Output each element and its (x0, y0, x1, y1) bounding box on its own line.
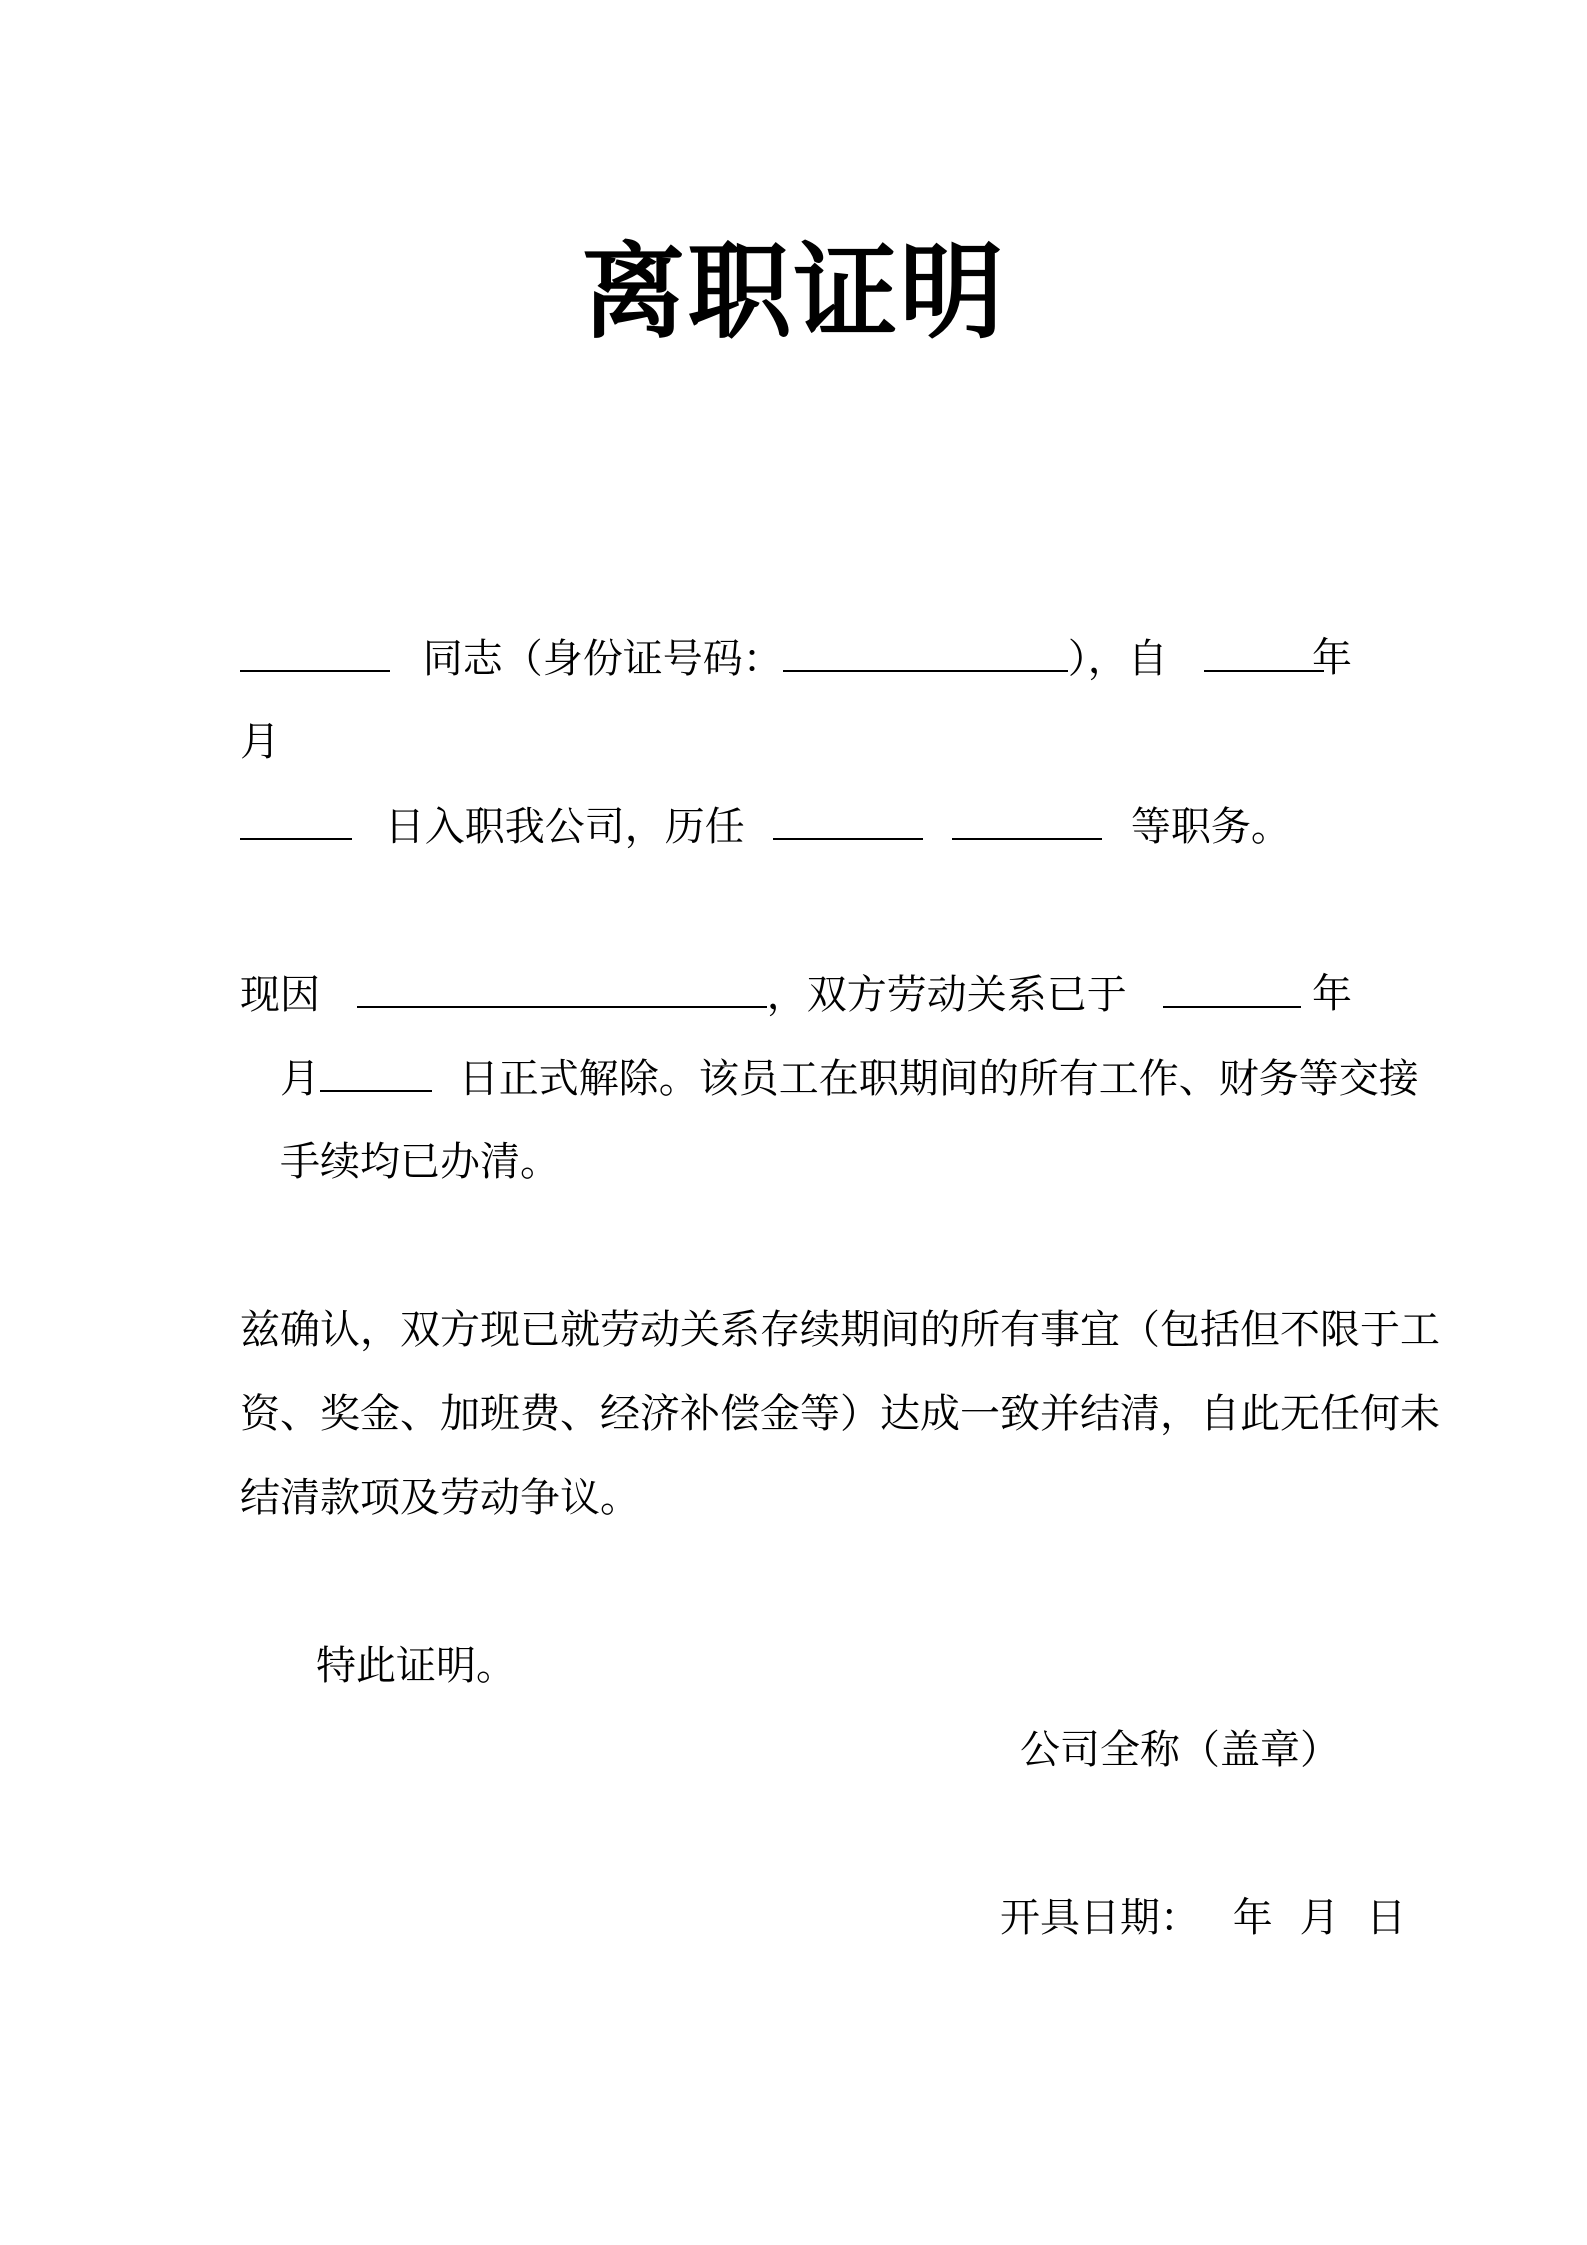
issue-date-label: 开具日期： (1000, 1895, 1200, 1941)
id-number-blank[interactable] (783, 630, 1068, 672)
position-blank-2[interactable] (952, 798, 1102, 840)
company-signature: 公司全称（盖章） (1020, 1727, 1340, 1773)
p1-seg2: ），自 (1067, 636, 1168, 682)
p2-seg1: 现因 (240, 972, 320, 1018)
reason-blank[interactable] (357, 966, 767, 1008)
issue-date (1000, 1890, 1406, 1946)
issue-date-month: 月 (1299, 1895, 1340, 1941)
p2-line2 (280, 1050, 1419, 1107)
p2-line3: 手续均已办清。 (280, 1139, 560, 1185)
p1-seg5: 日入职我公司，历任 (384, 804, 745, 850)
p2-seg2: ，双方劳动关系已于 (766, 972, 1127, 1018)
p1-line2: 月 (240, 719, 280, 765)
p2-seg4: 月 (280, 1056, 320, 1102)
issue-date-day: 日 (1366, 1895, 1407, 1941)
end-day-blank[interactable] (320, 1050, 432, 1092)
p1-line1 (240, 630, 1352, 687)
end-year-blank[interactable] (1163, 966, 1301, 1008)
issue-date-year: 年 (1232, 1895, 1273, 1941)
p3-line3: 结清款项及劳动争议。 (240, 1475, 640, 1521)
p2-line1 (240, 966, 1352, 1023)
p1-line3 (240, 798, 1291, 855)
closing-text: 特此证明。 (316, 1643, 516, 1689)
start-year-blank[interactable] (1204, 630, 1324, 672)
p2-seg5: 日正式解除。该员工在职期间的所有工作、财务等交接 (458, 1056, 1419, 1102)
page-title: 离职证明 (581, 231, 1006, 353)
p1-seg6: 等职务。 (1130, 804, 1291, 850)
p1-seg3: 年 (1312, 635, 1352, 681)
p3-line2: 资、奖金、加班费、经济补偿金等）达成一致并结清，自此无任何未 (240, 1391, 1440, 1437)
position-blank-1[interactable] (773, 798, 923, 840)
p1-seg1: 同志（身份证号码： (422, 636, 783, 682)
name-blank[interactable] (240, 630, 390, 672)
start-day-blank[interactable] (240, 798, 352, 840)
p2-seg3: 年 (1312, 971, 1352, 1017)
p3-line1: 兹确认，双方现已就劳动关系存续期间的所有事宜（包括但不限于工 (240, 1307, 1440, 1353)
